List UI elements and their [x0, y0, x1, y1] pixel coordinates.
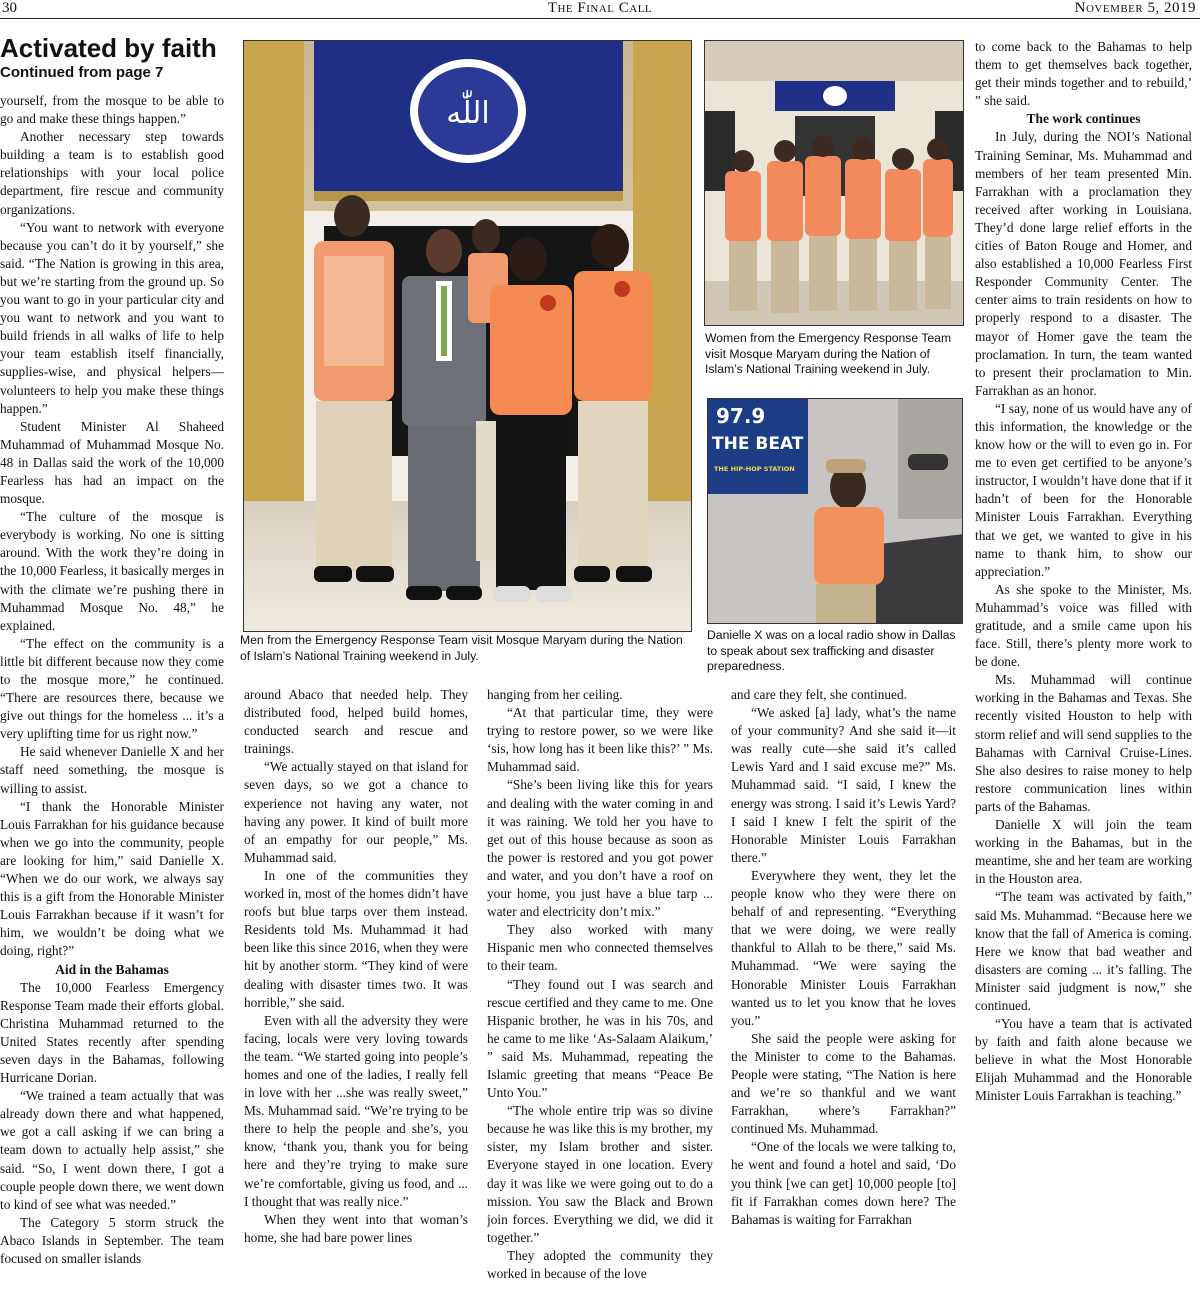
paragraph: Ms. Muhammad will continue working in the Bahamas and Texas. She recently visited Houston to help with storm relief and will send supplies to the Bahamas with Carnival Cruise-Lines. She also desires to raise money to help restore communication lines within parts of the Bahamas.: [975, 672, 1192, 814]
paragraph: “You want to network with everyone because you can’t do it by yourself,” she said. “The Nation is growing in this area, but we’re starting from the ground up. So you want to go in your particular city and you want to network and you want to build friends in all walks of life to help your team establish itself financially, supplies-wise, and physical helpers—volunteers to help you make these things happen.”: [0, 219, 224, 416]
paragraph: “I say, none of us would have any of this information, the knowledge or the know how or the will to even go in. For me to even get certified to be anyone’s instructor, I wouldn’t have done that if it hadn’t of been for the Honorable Minister Louis Farrakhan. Everything that we get, we wanted to give in his name to thank him, to show our appreciation.”: [975, 400, 1192, 579]
mosque-calligraphy: اللّٰه: [446, 96, 490, 131]
paragraph: “The team was activated by faith,” said Ms. Muhammad. “Because here we know that the fall of America is coming. Here we know that bad weather and disasters are coming ... it’s falling. The Minister said judgment is now,” she continued.: [975, 889, 1192, 1013]
paragraph: Everywhere they went, they let the people know who they were there on behalf of and representing. “Everything that we were doing, we were really thankful to Allah to be there,” said Ms. Muhammad. “We were saying the Honorable Minister Louis Farrakhan wanted us to let you know that he loves you.”: [731, 867, 956, 1028]
caption-main-photo: Men from the Emergency Response Team visit Mosque Maryam during the Nation of Islam’s National Training weekend in July.: [240, 633, 683, 663]
paragraph: “The whole entire trip was so divine because he was like this is my brother, my sister, my Islam brother and sister. Everyone stayed in one location. Every day it was like we were going out to do a mission. You saw the Black and Brown join forces. Everything we did, we did it together.”: [487, 1103, 713, 1245]
column-4: [731, 686, 956, 1298]
paragraph: When they went into that woman’s home, she had bare power lines: [244, 1211, 468, 1245]
radio-sign-sub: THE HIP-HOP STATION: [714, 465, 795, 473]
paragraph: They also worked with many Hispanic men who connected themselves to their team.: [487, 922, 713, 974]
paragraph: and care they felt, she continued.: [731, 687, 907, 702]
paragraph: “The culture of the mosque is everybody is working. No one is sitting around. With the work they’re doing in the 10,000 Fearless, it basically merges in with the climate we’re pushing there in Muhammad Mosque No. 48,” he explained.: [0, 509, 224, 633]
paragraph: “We trained a team actually that was already down there and what happened, we got a call asking if we can bring a team down to actually help assist,” she said. “So, I went down there, I got a couple people down there, we went down to kind of see what was needed.”: [0, 1088, 224, 1212]
publication-name: The Final Call: [547, 0, 653, 16]
paragraph: yourself, from the mosque to be able to go and make these things happen.”: [0, 93, 224, 127]
photo-men-mosque-maryam: [243, 40, 692, 632]
paragraph: “We asked [a] lady, what’s the name of your community? And she said it—it was really cute—she said it’s called Lewis Yard and I said excuse me?” Ms. Muhammad said. “I said, I knew the energy was strong. I said it’s Lewis Yard? I said I knew I felt the spirit of the Honorable Minister Louis Farrakhan there.”: [731, 705, 956, 865]
paragraph: “You have a team that is activated by faith and faith alone because we believe in what the Most Honorable Elijah Muhammad and the Honorable Minister Louis Farrakhan is teaching.”: [975, 1016, 1192, 1104]
paragraph: As she spoke to the Minister, Ms. Muhammad’s voice was filled with gratitude, and a smile came upon his face. Still, there’s plenty more work to be done.: [975, 581, 1192, 670]
subhead-aid-bahamas: Aid in the Bahamas: [55, 961, 169, 977]
paragraph: The Category 5 storm struck the Abaco Islands in September. The team focused on smaller islands: [0, 1214, 224, 1266]
radio-sign-main: THE BEAT: [712, 434, 804, 454]
page-header: [0, 0, 1200, 19]
caption-women-photo: Women from the Emergency Response Team visit Mosque Maryam during the Nation of Islam’s National Training weekend in July.: [705, 331, 952, 376]
issue-date: November 5, 2019: [1074, 0, 1196, 16]
paragraph: He said whenever Danielle X and her staff need something, the mosque is willing to assist.: [0, 744, 224, 796]
paragraph: “I thank the Honorable Minister Louis Farrakhan for his guidance because when we go into the community, people are looking for him,” said Danielle X. “When we do our work, we always say this is a gift from the Honorable Minister Louis Farrakhan because if it wasn’t for him, we wouldn’t be doing what we doing, right?”: [0, 798, 224, 959]
continued-from: Continued from page 7: [0, 64, 164, 81]
paragraph: She said the people were asking for the Minister to come to the Bahamas. People were stating, “The Nation is here and we’re so thankful and we want Farrakhan, where’s Farrakhan?” continued Ms. Muhammad.: [731, 1030, 956, 1137]
paragraph: In July, during the NOI’s National Training Seminar, Ms. Muhammad and members of her team presented Min. Farrakhan with a proclamation they received after working in Louisiana. They’d done large relief efforts in the cities of Baton Rouge and Homer, and also established a 10,000 Fearless First Responder Community Center. The center aims to train residents on how to properly respond to a disaster. The mayor of Homer gave the team the proclamation. In turn, the team wanted to present their proclamation to Min. Farrakhan as an honor.: [975, 129, 1192, 398]
page-number: 30: [2, 0, 17, 16]
photo-radio-studio: [707, 398, 963, 624]
paragraph: The 10,000 Fearless Emergency Response Team made their efforts global. Christina Muhammad returned to the United States recently after spending seven days in the Bahamas, following Hurricane Dorian.: [0, 979, 224, 1086]
paragraph: “We actually stayed on that island for seven days, so we got a chance to experience not having any water, not having any power. It kind of built more of an empathy for our people,” Ms. Muhammad said.: [244, 759, 468, 865]
column-3: [487, 686, 713, 1298]
article-headline-block: [0, 33, 240, 82]
paragraph: to come back to the Bahamas to help them to get themselves back together, get their minds together and to rebuild,’ ” she said.: [975, 39, 1192, 109]
paragraph: “She’s been living like this for years and dealing with the water coming in and it was raining. We told her you have to get out of this house because as soon as the power is restored and you got power and water, and you don’t have a roof on your home, you just have a blue tarp ... water and electricity don’t mix.”: [487, 777, 713, 920]
paragraph: They adopted the community they worked in because of the love: [487, 1247, 713, 1281]
photo-radio-illustration: [708, 399, 963, 624]
paragraph: Student Minister Al Shaheed Muhammad of Muhammad Mosque No. 48 in Dallas said the work of the 10,000 Fearless has had an impact on the mosque.: [0, 418, 224, 507]
paragraph: Another necessary step towards building a team is to establish good relationships with your local police department, fire rescue and community organizations.: [0, 129, 224, 217]
paragraph: “The effect on the community is a little bit different because now they come to the mosque more,” he continued. “There are resources there, because we give out things for the homeless ... it’s a very uplifting time for us right now.”: [0, 635, 224, 742]
photo-women-illustration: [705, 41, 964, 326]
caption-radio-photo: Danielle X was on a local radio show in Dallas to speak about sex trafficking and disaster preparedness.: [707, 628, 956, 673]
paragraph: Even with all the adversity they were facing, locals were very loving towards the team. “We started going into people’s homes and one of the ladies, I really fell in love with her ...she was really sweet,” Ms. Muhammad said. “We’re trying to be there to help the people and she’s, you know, ‘thank you, thank you for being here and they’re trying to make sure we’re comfortable, giving us food, and ... I thought that was really nice.”: [244, 1012, 468, 1209]
column-5: [975, 38, 1192, 1298]
photo-women-mosque-maryam: [704, 40, 964, 326]
column-2: [244, 686, 468, 1298]
paragraph: “They found out I was search and rescue certified and they came to me. One Hispanic brother, he was in his 70s, and he came to me like ‘As-Salaam Alaikum,’ ” said Ms. Muhammad, repeating the Islamic greeting that means “Peace Be Unto You.”: [487, 976, 713, 1101]
paragraph: hanging from her ceiling.: [487, 687, 623, 702]
article-headline: Activated by faith: [0, 33, 217, 63]
paragraph: “One of the locals we were talking to, he went and found a hotel and said, ‘Do you think [we can get] 10,000 people [to] fit if Farrakhan comes down here? The Bahamas is waiting for Farrakhan: [731, 1139, 956, 1227]
photo-men-illustration: [244, 41, 692, 632]
paragraph: In one of the communities they worked in, most of the homes didn’t have roofs but blue tarps over them instead. Residents told Ms. Muhammad it had been like this since 2016, when they were hit by another storm. “They kind of were dealing with disaster times two. It was horrible,” she said.: [244, 867, 468, 1010]
paragraph: “At that particular time, they were trying to restore power, so we were like ‘sis, how long has it been like this?’ ” Ms. Muhammad said.: [487, 705, 713, 775]
radio-sign-top: 97.9: [716, 404, 766, 428]
paragraph: Danielle X will join the team working in the Bahamas, but in the meantime, she and her team are working in the Houston area.: [975, 817, 1192, 887]
column-1: [0, 92, 224, 1298]
subhead-work-continues: The work continues: [1026, 111, 1141, 127]
paragraph: around Abaco that needed help. They distributed food, helped build homes, conducted search and rescue and trainings.: [244, 687, 468, 757]
